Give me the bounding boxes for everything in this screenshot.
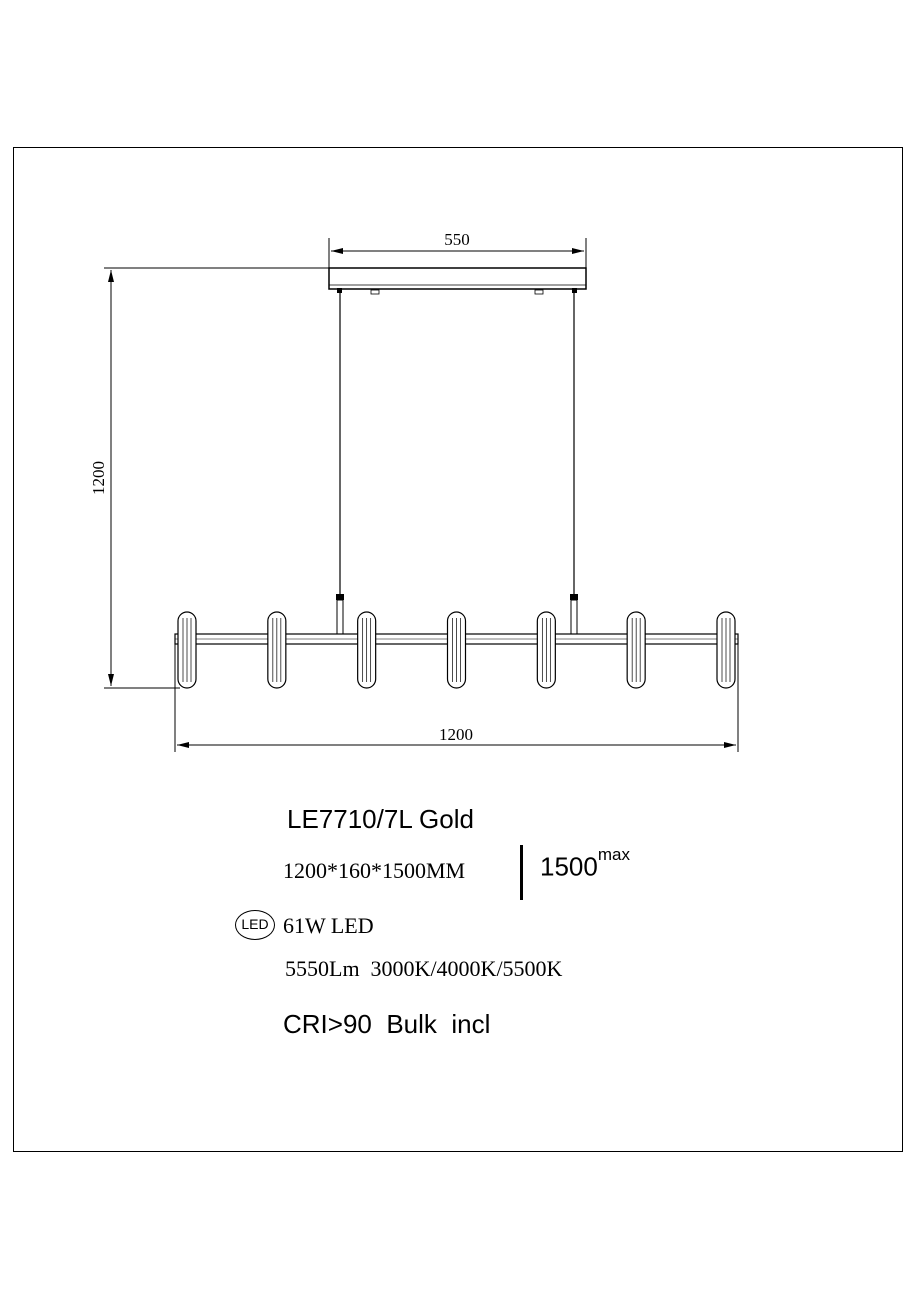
- shade: [178, 612, 196, 688]
- suspension-cables: [336, 293, 578, 636]
- canopy-width-dimension: [329, 230, 586, 268]
- size-spec: 1200*160*1500MM: [283, 858, 466, 883]
- max-height-value: 1500: [540, 851, 598, 882]
- height-label: 1200: [89, 461, 108, 495]
- max-height-suffix: max: [597, 845, 630, 864]
- canopy: [329, 268, 586, 294]
- shade: [448, 612, 466, 688]
- canopy-width-label: 550: [444, 230, 470, 249]
- divider: [520, 845, 523, 900]
- shade: [358, 612, 376, 688]
- max-height: [540, 845, 630, 883]
- shade: [537, 612, 555, 688]
- led-icon: LED: [235, 910, 275, 940]
- height-dimension: [89, 268, 329, 688]
- cri-bulk-spec: CRI>90 Bulk incl: [283, 1009, 491, 1039]
- shade: [717, 612, 735, 688]
- shade: [268, 612, 286, 688]
- shade: [627, 612, 645, 688]
- power-spec: 61W LED: [283, 913, 374, 938]
- fixture-shades: [178, 612, 735, 688]
- lumen-cct-spec: 5550Lm 3000K/4000K/5500K: [285, 956, 563, 981]
- length-label: 1200: [439, 725, 473, 744]
- model-name: LE7710/7L Gold: [287, 804, 474, 834]
